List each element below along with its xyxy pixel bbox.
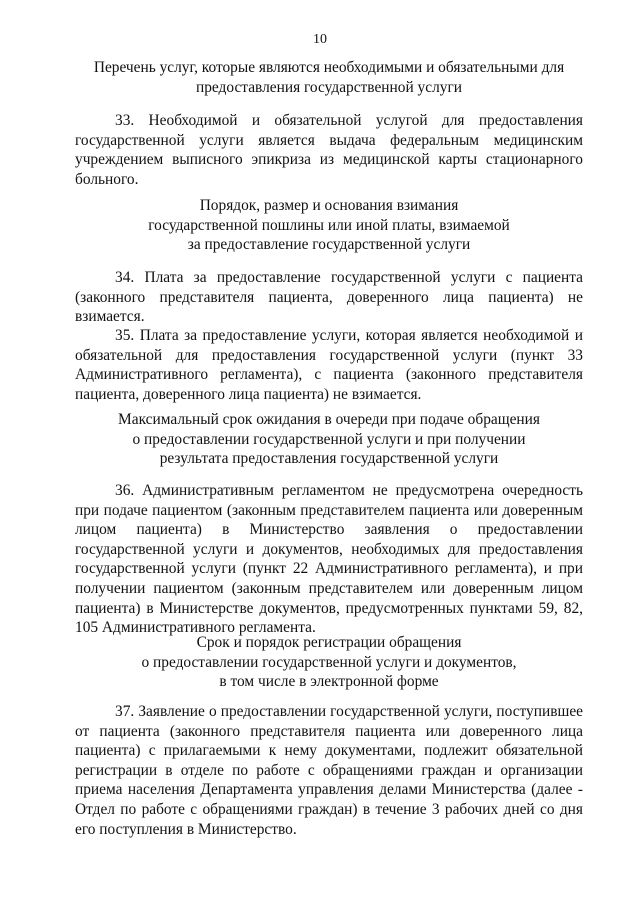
paragraph-line: 37. Заявление о предоставлении государственной услуги, поступившее <box>115 703 583 720</box>
paragraph-37 <box>75 702 583 839</box>
heading-line: государственной пошлины или иной платы, взимаемой <box>148 216 510 234</box>
paragraph-line: обязательной для предоставления государственной услуги (пункт 33 <box>75 346 583 364</box>
paragraph-line: лицом пациента) в Министерство заявления о предоставлении <box>75 521 583 539</box>
paragraph-line: приема населения Департамента управления делами Министерства (далее - <box>75 781 583 799</box>
paragraph-line: 33. Необходимой и обязательной услугой для предоставления <box>115 112 583 129</box>
heading-line: Порядок, размер и основания взимания <box>199 197 459 214</box>
paragraph-line: при подаче пациентом (законным представителем пациента или доверенным <box>75 501 583 519</box>
paragraph-line: больного. <box>75 170 139 188</box>
section-heading-fee <box>75 196 583 255</box>
heading-line: о предоставлении государственной услуги и документов, <box>141 653 517 671</box>
paragraph-line: получении пациентом (законным представителем или доверенным лицом <box>75 579 583 597</box>
paragraph-line: 34. Плата за предоставление государственной услуги с пациента <box>115 269 583 286</box>
section-heading-registration <box>75 633 583 692</box>
paragraph-line: государственной услуги является выдача федеральным медицинским <box>75 131 583 149</box>
heading-line: Максимальный срок ожидания в очереди при подаче обращения <box>118 411 540 428</box>
section-heading-services-list <box>75 58 583 97</box>
heading-line: результата предоставления государственной услуги <box>159 450 499 468</box>
paragraph-35 <box>75 326 583 404</box>
paragraph-line: Отдел по работе с обращениями граждан) в течение 3 рабочих дней со дня <box>75 800 583 818</box>
heading-line: в том числе в электронной форме <box>219 673 439 691</box>
paragraph-line: государственной услуги (пункт 22 Административного регламента), и при <box>75 560 583 578</box>
paragraph-line: взимается. <box>75 308 145 326</box>
paragraph-line: учреждением выписного эпикриза из медицинской карты стационарного <box>75 151 583 169</box>
paragraph-line: 36. Административным регламентом не предусмотрена очередность <box>115 482 583 499</box>
paragraph-line: пациента) в Министерстве документов, предусмотренных пунктами 59, 82, <box>75 599 583 617</box>
paragraph-line: пациента) с прилагаемыми к нему документами, подлежит обязательной <box>75 742 583 760</box>
page-number: 10 <box>313 32 327 47</box>
paragraph-33 <box>75 111 583 189</box>
heading-line: Срок и порядок регистрации обращения <box>196 634 462 651</box>
paragraph-line: государственной услуги и документов, необходимых для предоставления <box>75 540 583 558</box>
heading-line: предоставления государственной услуги <box>195 78 462 96</box>
paragraph-line: (законного представителя пациента, доверенного лица пациента) не <box>75 288 583 306</box>
paragraph-line: 35. Плата за предоставление услуги, которая является необходимой и <box>115 327 583 344</box>
section-heading-queue-time <box>75 410 583 469</box>
paragraph-line: регистрации в отделе по работе с обращениями граждан и организации <box>75 761 583 779</box>
heading-line: о предоставлении государственной услуги и при получении <box>132 430 526 448</box>
heading-line: за предоставление государственной услуги <box>187 236 471 254</box>
heading-line: Перечень услуг, которые являются необходимыми и обязательными для <box>93 59 565 76</box>
paragraph-line: Административного регламента), с пациента (законного представителя <box>75 366 583 384</box>
paragraph-line: от пациента (законного представителя пациента или доверенного лица <box>75 722 583 740</box>
paragraph-line: пациента, доверенного лица пациента) не взимается. <box>75 385 422 403</box>
paragraph-line: 105 Административного регламента. <box>75 619 316 637</box>
paragraph-36 <box>75 481 583 638</box>
paragraph-34 <box>75 268 583 327</box>
paragraph-line: его поступления в Министерство. <box>75 820 297 838</box>
